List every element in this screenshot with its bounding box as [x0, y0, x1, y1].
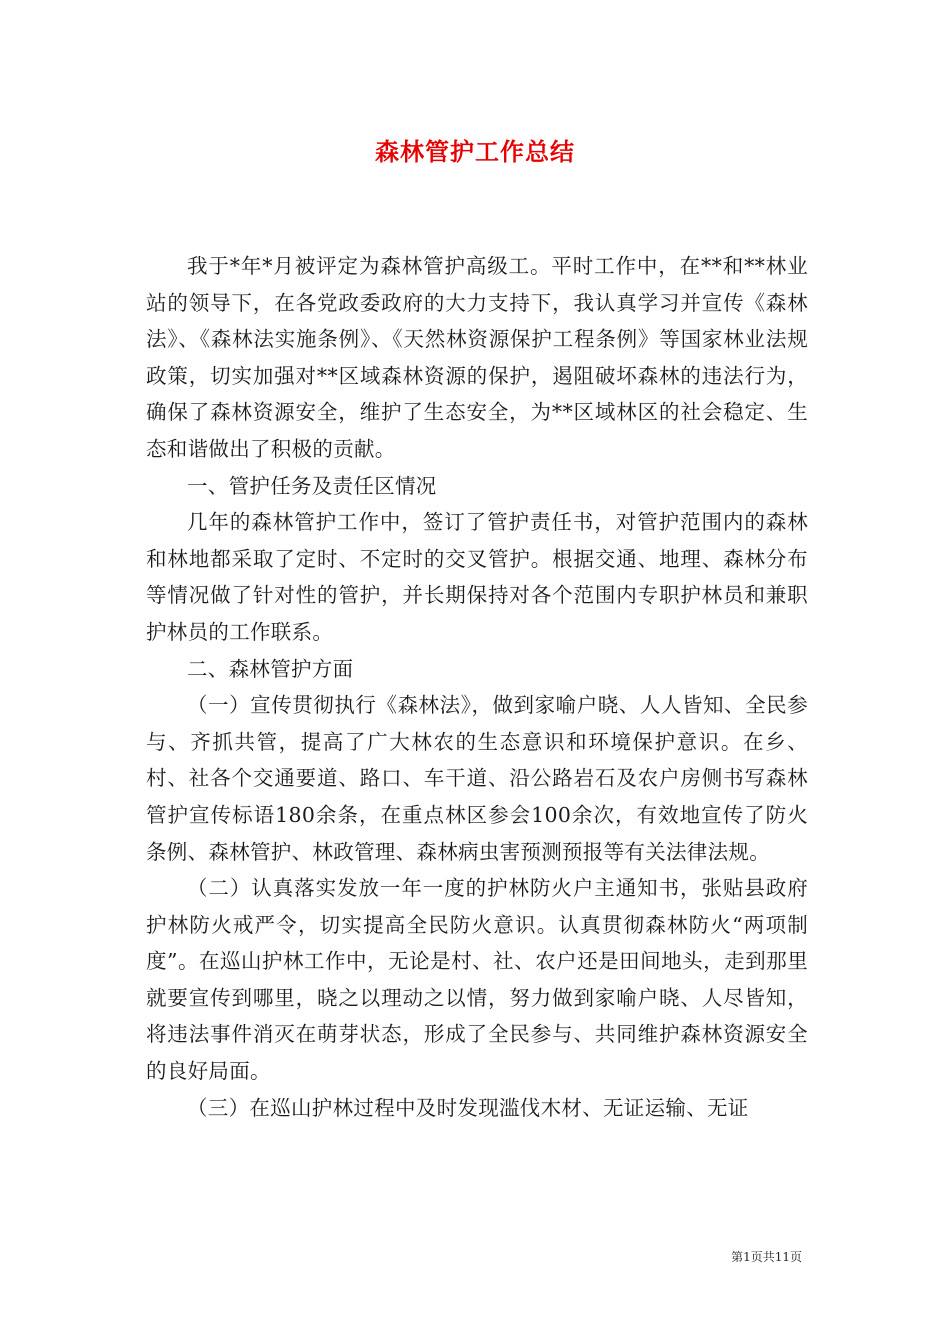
section-heading-2: 二、森林管护方面 — [187, 656, 354, 681]
intro-paragraph: 我于*年*月被评定为森林管护高级工。平时工作中，在**和**林业站的领导下，在各党政委政府的大力支持下，我认真学习并宣传《森林法》、《森林法实施条例》、《天然林资源保护工程条例》等国家林业法规政策，切实加强对**区域森林资源的保护，遏阻破坏森林的违法行为，确保了森林资源安全，维护了生态安全，为**区域林区的社会稳定、生态和谐做出了积极的贡献。 — [146, 254, 808, 461]
page-number-footer: 第1页共11页 — [731, 1250, 802, 1264]
document-body — [146, 248, 808, 1126]
section-1-paragraph: 几年的森林管护工作中，签订了管护责任书，对管护范围内的森林和林地都采取了定时、不定时的交叉管护。根据交通、地理、森林分布等情况做了针对性的管护，并长期保持对各个范围内专职护林员和兼职护林员的工作联系。 — [146, 510, 808, 644]
item-3-paragraph: （三）在巡山护林过程中及时发现滥伐木材、无证运输、无证 — [187, 1095, 749, 1120]
section-heading-1: 一、管护任务及责任区情况 — [187, 473, 437, 498]
document-title: 森林管护工作总结 — [375, 138, 575, 166]
item-2-paragraph: （二）认真落实发放一年一度的护林防火户主通知书，张贴县政府护林防火戒严令，切实提高全民防火意识。认真贯彻森林防火“两项制度”。在巡山护林工作中，无论是村、社、农户还是田间地头，走到那里就要宣传到哪里，晓之以理动之以情，努力做到家喻户晓、人尽皆知，将违法事件消灭在萌芽状态，形成了全民参与、共同维护森林资源安全的良好局面。 — [146, 876, 808, 1084]
item-1-paragraph: （一）宣传贯彻执行《森林法》，做到家喻户晓、人人皆知、全民参与、齐抓共管，提高了广大林农的生态意识和环境保护意识。在乡、村、社各个交通要道、路口、车干道、沿公路岩石及农户房侧书写森林管护宣传标语180余条，在重点林区参会100余次，有效地宣传了防火条例、森林管护、林政管理、森林病虫害预测预报等有关法律法规。 — [146, 693, 808, 864]
